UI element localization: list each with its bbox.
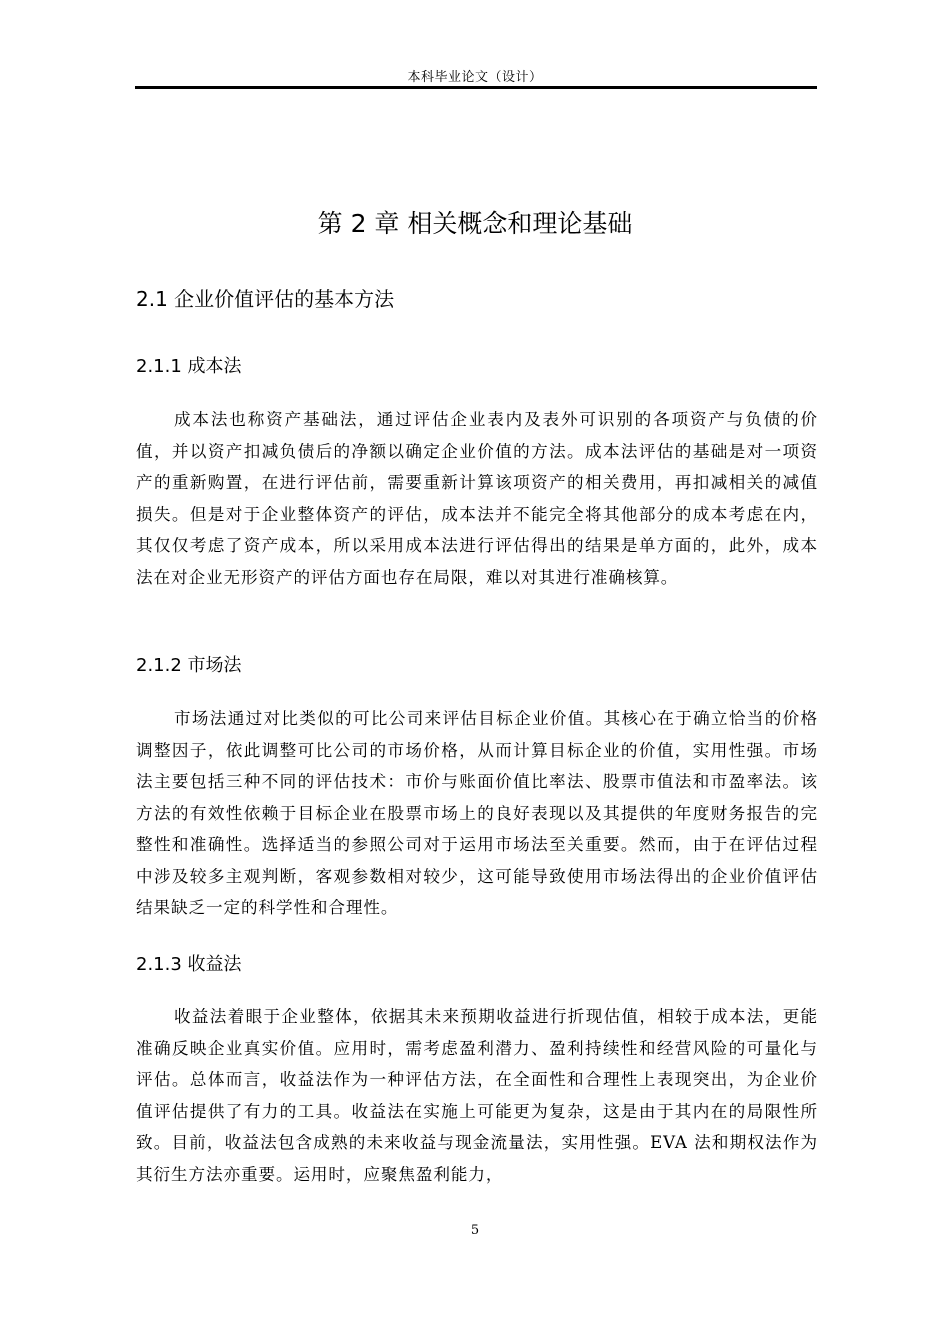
- chapter-title: 第 2 章 相关概念和理论基础: [317, 209, 633, 238]
- section-heading: 2.1 企业价值评估的基本方法: [136, 287, 395, 311]
- page-number: 5: [470, 1223, 480, 1238]
- subsection-heading-market: 2.1.2 市场法: [136, 655, 242, 676]
- subsection-heading-cost: 2.1.1 成本法: [136, 356, 242, 377]
- subsection-heading-income: 2.1.3 收益法: [136, 954, 242, 975]
- header-rule: [135, 86, 817, 89]
- paragraph-market-method: 市场法通过对比类似的可比公司来评估目标企业价值。其核心在于确立恰当的价格调整因子，依此调整可比公司的市场价格，从而计算目标企业的价值，实用性强。市场法主要包括三种不同的评估技术：市价与账面价值比率法、股票市值法和市盈率法。该方法的有效性依赖于目标企业在股票市场上的良好表现以及其提供的年度财务报告的完整性和准确性。选择适当的参照公司对于运用市场法至关重要。然而，由于在评估过程中涉及较多主观判断，客观参数相对较少，这可能导致使用市场法得出的企业价值评估结果缺乏一定的科学性和合理性。: [136, 709, 818, 917]
- paragraph-income-method: 收益法着眼于企业整体，依据其未来预期收益进行折现估值，相较于成本法，更能准确反映企业真实价值。应用时，需考虑盈利潜力、盈利持续性和经营风险的可量化与评估。总体而言，收益法作为一种评估方法，在全面性和合理性上表现突出，为企业价值评估提供了有力的工具。收益法在实施上可能更为复杂，这是由于其内在的局限性所致。目前，收益法包含成熟的未来收益与现金流量法，实用性强。EVA 法和期权法作为其衍生方法亦重要。运用时，应聚焦盈利能力，: [136, 1007, 818, 1184]
- paragraph-cost-method: 成本法也称资产基础法，通过评估企业表内及表外可识别的各项资产与负债的价值，并以资产扣减负债后的净额以确定企业价值的方法。成本法评估的基础是对一项资产的重新购置，在进行评估前，需要重新计算该项资产的相关费用，再扣减相关的减值损失。但是对于企业整体资产的评估，成本法并不能完全将其他部分的成本考虑在内，其仅仅考虑了资产成本，所以采用成本法进行评估得出的结果是单方面的，此外，成本法在对企业无形资产的评估方面也存在局限，难以对其进行准确核算。: [136, 410, 818, 587]
- running-header: 本科毕业论文（设计）: [407, 70, 543, 85]
